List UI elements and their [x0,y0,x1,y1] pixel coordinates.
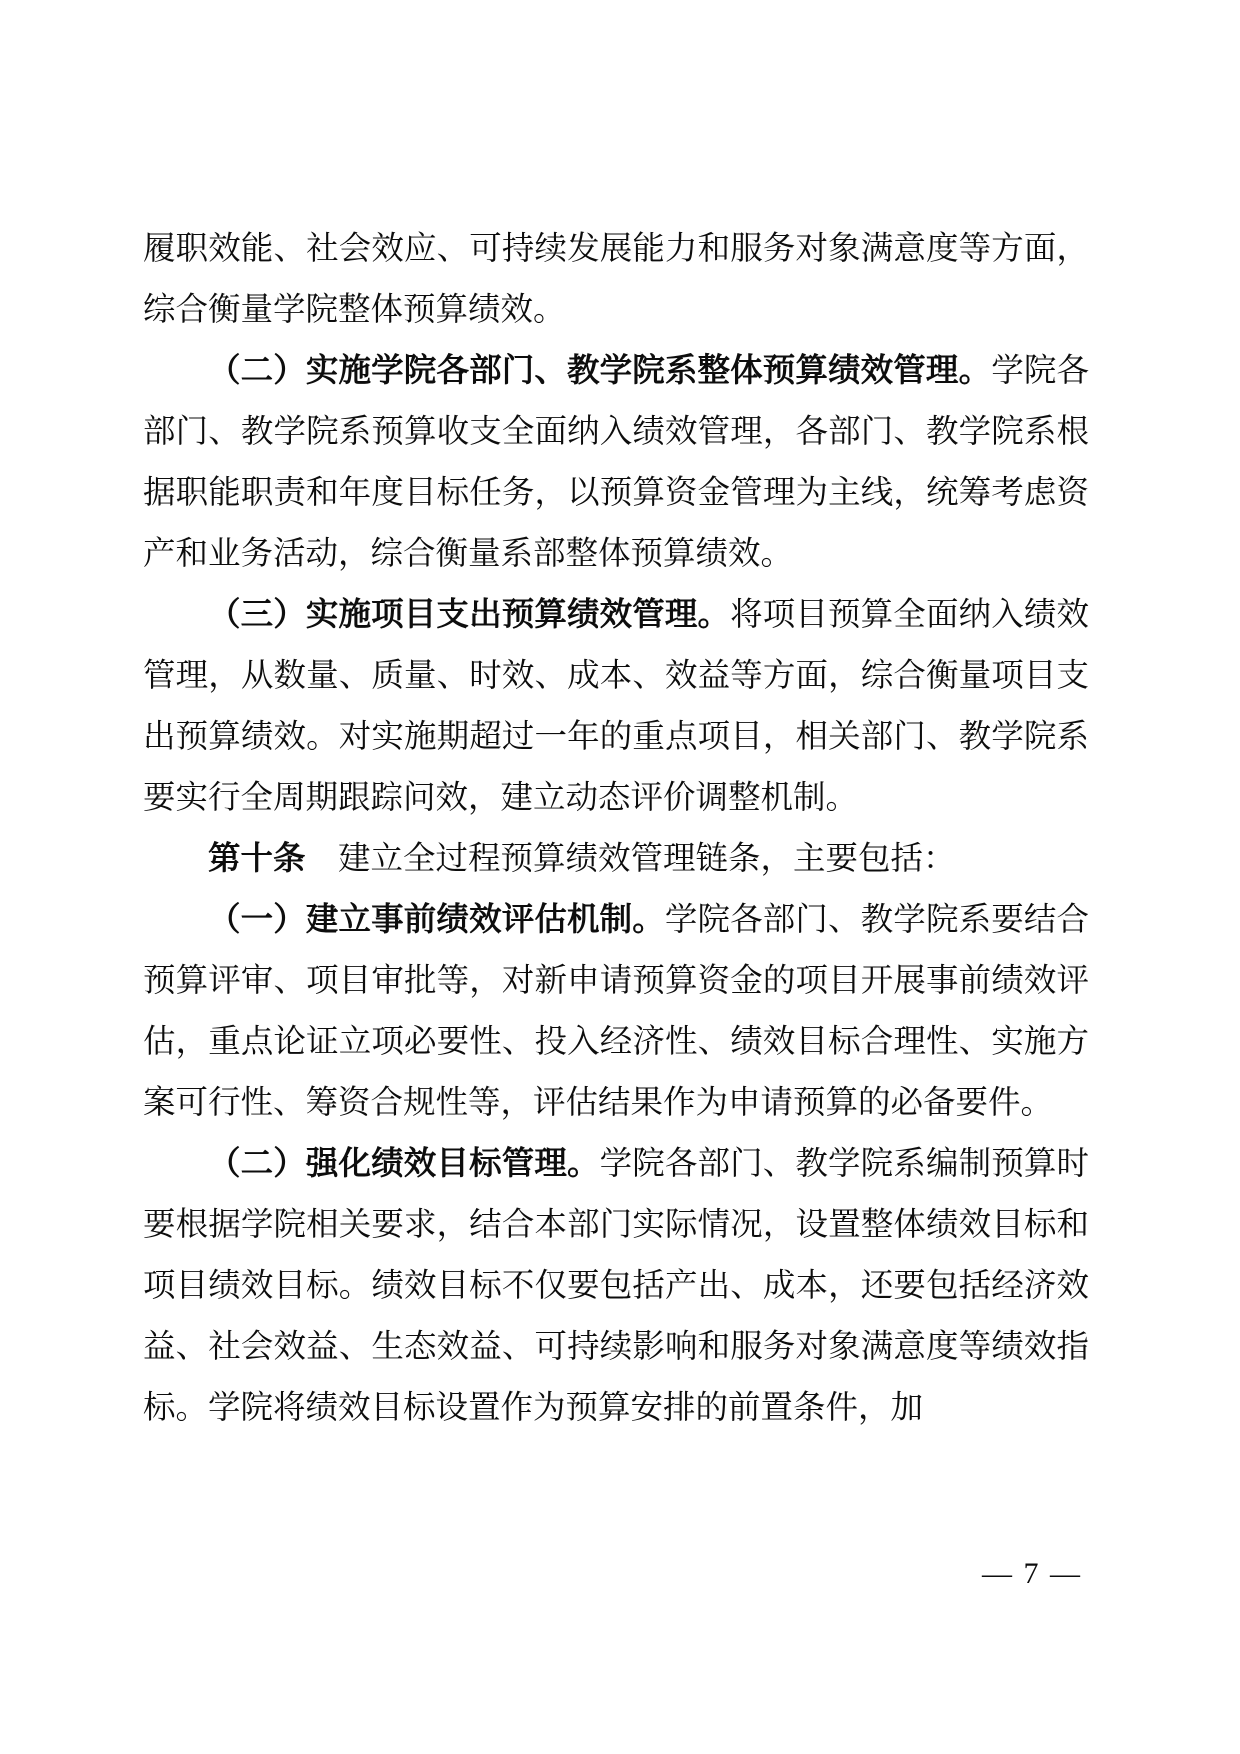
bold-text-run: （一）建立事前绩效评估机制。 [208,902,665,938]
paragraph [143,1134,1089,1439]
paragraph [143,341,1089,585]
text-run: 履职效能、社会效应、可持续发展能力和服务对象满意度等方面，综合衡量学院整体预算绩效。 [143,231,1089,328]
text-run: 将项目预算全面纳入绩效管理，从数量、质量、时效、成本、效益等方面，综合衡量项目支出预算绩效。对实施期超过一年的重点项目，相关部门、教学院系要实行全周期跟踪问效，建立动态评价调整机制。 [143,597,1089,816]
paragraph [143,585,1089,829]
text-run: 建立全过程预算绩效管理链条，主要包括： [305,841,956,877]
document-body [143,219,1089,1439]
paragraph [143,219,1089,341]
bold-text-run: 第十条 [208,841,306,877]
bold-text-run: （三）实施项目支出预算绩效管理。 [208,597,731,633]
page-number: — 7 — [982,1557,1082,1590]
text-run: 学院各部门、教学院系要结合预算评审、项目审批等，对新申请预算资金的项目开展事前绩效评估，重点论证立项必要性、投入经济性、绩效目标合理性、实施方案可行性、筹资合规性等，评估结果作为申请预算的必备要件。 [143,902,1089,1121]
text-run: 学院各部门、教学院系编制预算时要根据学院相关要求，结合本部门实际情况，设置整体绩效目标和项目绩效目标。绩效目标不仅要包括产出、成本，还要包括经济效益、社会效益、生态效益、可持续影响和服务对象满意度等绩效指标。学院将绩效目标设置作为预算安排的前置条件，加 [143,1146,1089,1426]
paragraph [143,829,1089,890]
text-run: 学院各部门、教学院系预算收支全面纳入绩效管理，各部门、教学院系根据职能职责和年度目标任务，以预算资金管理为主线，统筹考虑资产和业务活动，综合衡量系部整体预算绩效。 [143,353,1089,572]
bold-text-run: （二）强化绩效目标管理。 [208,1146,600,1182]
paragraph [143,890,1089,1134]
bold-text-run: （二）实施学院各部门、教学院系整体预算绩效管理。 [208,353,992,389]
